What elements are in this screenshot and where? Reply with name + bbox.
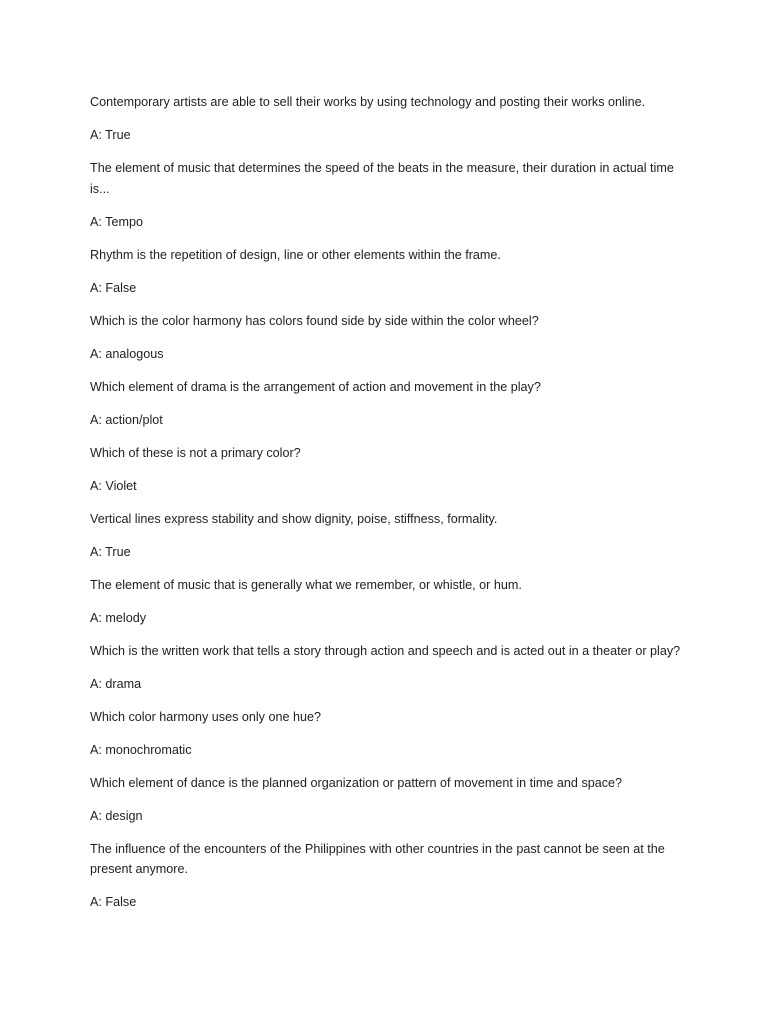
answer-text: A: False [90, 280, 137, 295]
question-text: The element of music that is generally what we remember, or whistle, or hum. [90, 577, 522, 592]
question-text: Which of these is not a primary color? [90, 445, 301, 460]
question-text: Which element of dance is the planned organization or pattern of movement in time and space? [90, 775, 623, 790]
question-text: Which is the written work that tells a story through action and speech and is acted out in a theater or play? [90, 643, 681, 658]
question-text: Contemporary artists are able to sell their works by using technology and posting their works online. [90, 95, 646, 109]
document-body [90, 92, 690, 925]
answer-text: A: True [90, 128, 131, 142]
answer-text: A: analogous [90, 346, 164, 361]
answer-text: A: monochromatic [90, 742, 192, 757]
question-text: The element of music that determines the speed of the beats in the measure, their duration in actual time is... [90, 161, 674, 196]
question-text: Rhythm is the repetition of design, line or other elements within the frame. [90, 247, 501, 262]
answer-text: A: True [90, 544, 131, 559]
question-text: The influence of the encounters of the Philippines with other countries in the past cannot be seen at the present anymore. [90, 841, 665, 876]
answer-text: A: Tempo [90, 214, 143, 229]
answer-text: A: False [90, 895, 137, 909]
answer-text: A: drama [90, 676, 142, 691]
answer-text: A: action/plot [90, 412, 163, 427]
question-text: Which color harmony uses only one hue? [90, 709, 322, 724]
question-text: Which is the color harmony has colors found side by side within the color wheel? [90, 313, 539, 328]
question-text: Vertical lines express stability and show dignity, poise, stiffness, formality. [90, 511, 498, 526]
question-text: Which element of drama is the arrangement of action and movement in the play? [90, 379, 541, 394]
answer-text: A: design [90, 808, 143, 823]
answer-text: A: Violet [90, 478, 137, 493]
answer-text: A: melody [90, 610, 146, 625]
